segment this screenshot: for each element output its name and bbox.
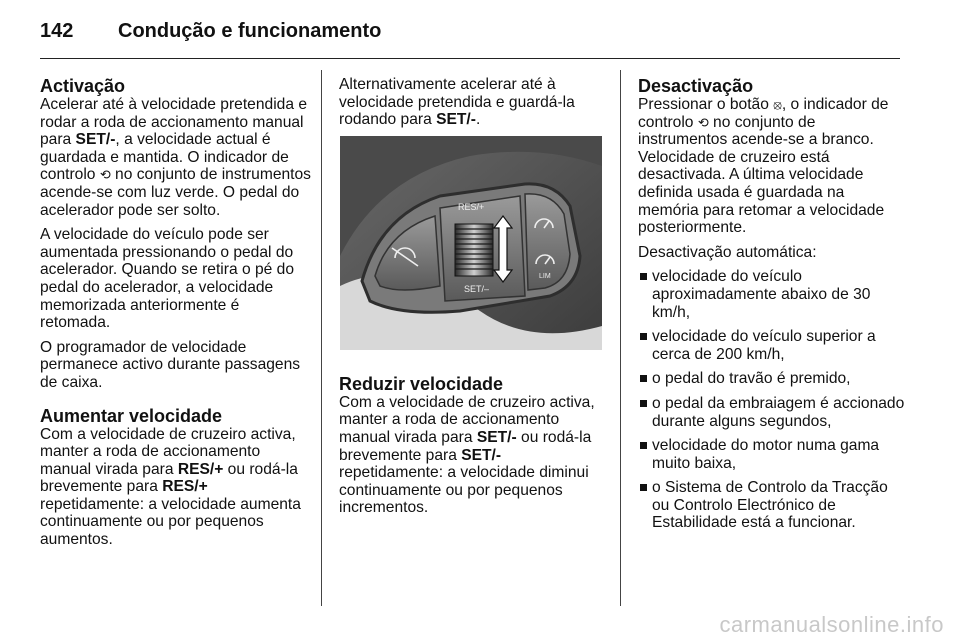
deactivation-paragraph-1: Pressionar o botão ⦻, o indicador de controlo ⟲ no conjunto de instrumentos acende-se a branco. Velocidade de cruzeiro está desactivada. A última velocidade definida usada é guardada na memória para retomar a velocidade posteriormente.	[638, 96, 889, 237]
list-item: velocidade do motor numa gama muito baixa,	[638, 437, 906, 472]
cruise-control-indicator-icon: ⟲	[697, 114, 709, 130]
steering-wheel-controls-figure	[340, 136, 602, 350]
chapter-title: Condução e funcionamento	[118, 20, 382, 42]
column-divider	[321, 70, 322, 606]
steering-wheel-controls-illustration	[340, 136, 602, 350]
heading-increase-speed: Aumentar velocidade	[40, 405, 223, 426]
page-number: 142	[40, 20, 74, 42]
activation-paragraph-2: A velocidade do veículo pode ser aumentada pressionando o pedal do acelerador. Quando se retira o pé do pedal do acelerador, a velocidade memorizada anteriormente é retomada.	[40, 226, 294, 332]
column-2	[339, 76, 604, 524]
watermark: carmanualsonline.info	[719, 612, 944, 637]
list-item: o pedal do travão é premido,	[638, 370, 906, 388]
list-item: o Sistema de Controlo da Tracção ou Controlo Electrónico de Estabilidade está a funcionar.	[638, 479, 906, 532]
list-item: velocidade do veículo aproximadamente abaixo de 30 km/h,	[638, 268, 906, 321]
heading-deactivation: Desactivação	[638, 76, 754, 96]
page-header	[40, 18, 900, 59]
cruise-off-button-icon: ⦻	[773, 97, 782, 112]
alternative-paragraph: Alternativamente acelerar até à velocidade pretendida e guardá-la rodando para SET/-.	[339, 76, 575, 129]
reduce-paragraph: Com a velocidade de cruzeiro activa, manter a roda de accionamento manual virada para SET/- ou rodá-la brevemente para SET/- repetidamente: a velocidade diminui continuamente ou por pequenos incrementos.	[339, 393, 595, 517]
activation-paragraph-1: Acelerar até à velocidade pretendida e rodar a roda de accionamento manual para SET/-, a velocidade actual é guardada e mantida. O indicador de controlo ⟲ no conjunto de instrumentos acende-se com luz verde. O pedal do acelerador pode ser solto.	[40, 96, 311, 219]
res-plus-label: RES/+	[458, 201, 485, 212]
deactivation-paragraph-2: Desactivação automática:	[638, 243, 817, 261]
column-3	[638, 76, 906, 539]
heading-reduce-speed: Reduzir velocidade	[339, 373, 504, 394]
column-divider	[620, 70, 621, 606]
list-item: velocidade do veículo superior a cerca de 200 km/h,	[638, 328, 906, 363]
set-minus-label: SET/–	[464, 283, 490, 294]
auto-deactivation-list	[638, 268, 906, 532]
lim-label: LIM	[539, 272, 551, 280]
heading-activation: Activação	[40, 76, 126, 96]
increase-paragraph: Com a velocidade de cruzeiro activa, manter a roda de accionamento manual virada para RES/+ ou rodá-la brevemente para RES/+ repetidamente: a velocidade aumenta continuamente ou por pequenos aumentos.	[40, 425, 301, 549]
column-1	[40, 76, 312, 556]
cruise-control-indicator-icon: ⟲	[99, 167, 111, 183]
activation-paragraph-3: O programador de velocidade permanece activo durante passagens de caixa.	[40, 338, 301, 391]
list-item: o pedal da embraiagem é accionado durante alguns segundos,	[638, 395, 906, 430]
